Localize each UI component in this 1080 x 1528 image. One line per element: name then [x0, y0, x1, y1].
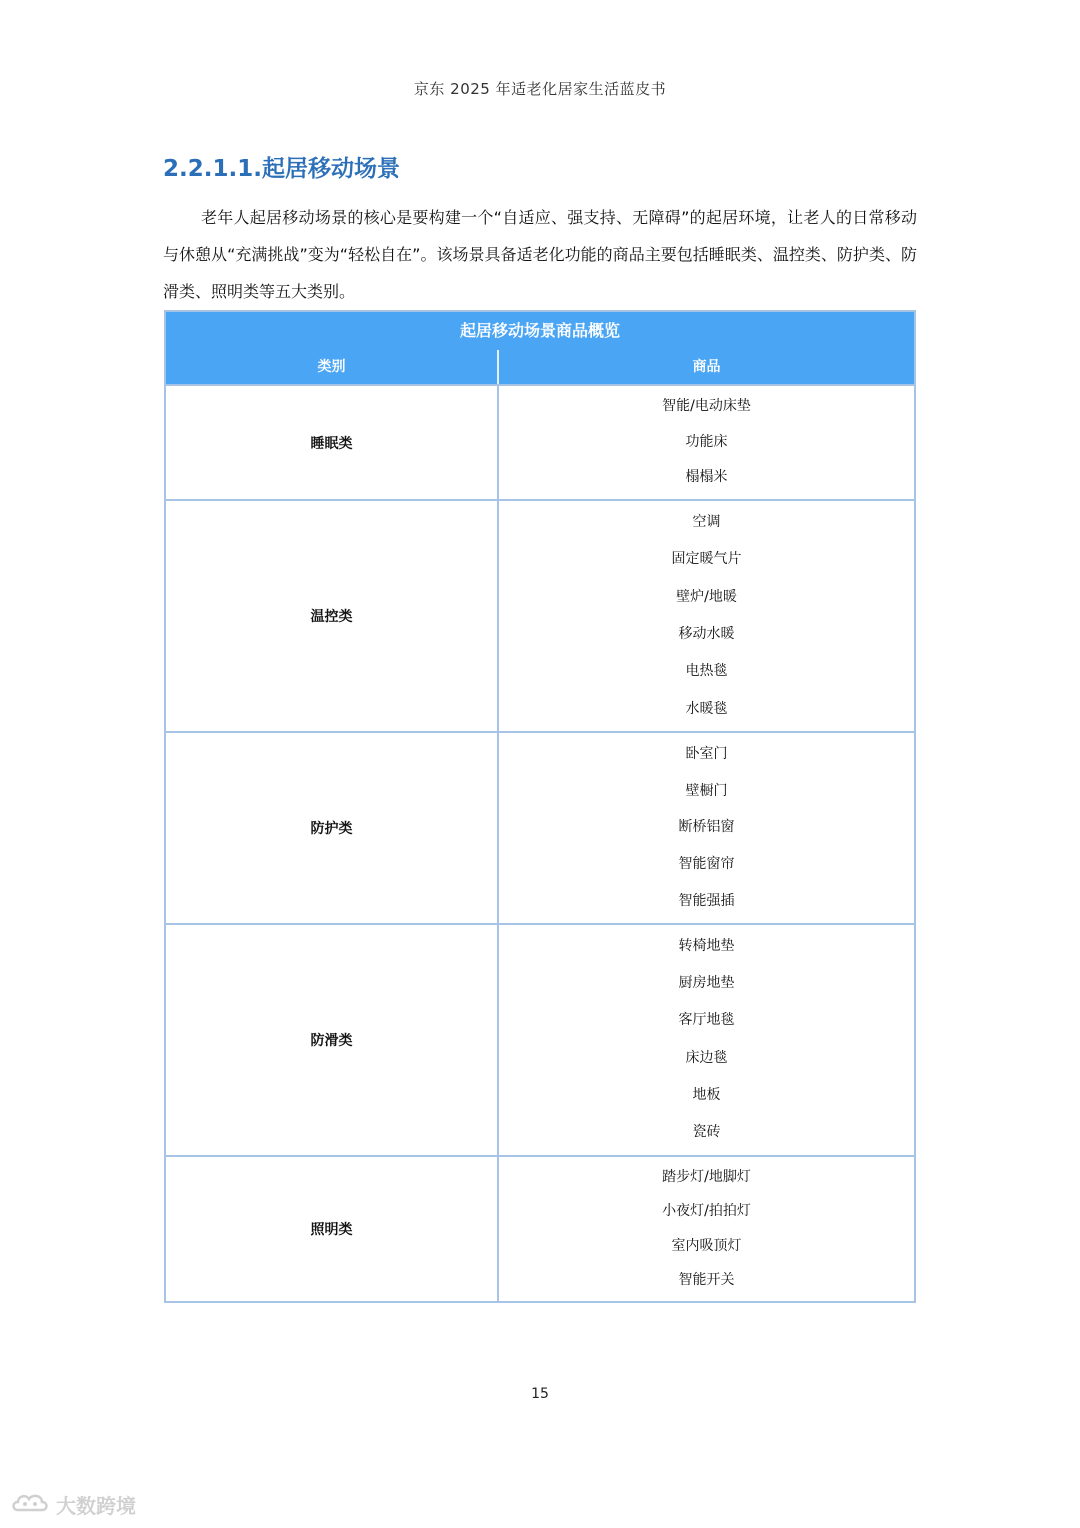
- table-row: [166, 384, 914, 499]
- item: 客厅地毯: [678, 1012, 735, 1029]
- items-cell: [499, 733, 914, 923]
- item: 智能开关: [678, 1272, 735, 1289]
- item: 电热毯: [685, 663, 728, 680]
- running-header: 京东 2025 年适老化居家生活蓝皮书: [413, 80, 667, 98]
- table-title: 起居移动场景商品概览: [166, 312, 914, 350]
- items-cell: [499, 925, 914, 1155]
- table-row: [166, 923, 914, 1155]
- item: 瓷砖: [692, 1124, 721, 1141]
- item: 小夜灯/拍拍灯: [662, 1203, 751, 1220]
- item: 固定暖气片: [671, 551, 742, 568]
- item: 榻榻米: [685, 469, 728, 486]
- items-cell: [499, 501, 914, 731]
- watermark-text: 大数跨境: [56, 1494, 136, 1518]
- item: 转椅地垫: [678, 937, 735, 954]
- product-overview-table: [164, 310, 916, 1303]
- item: 卧室门: [685, 745, 728, 762]
- item: 空调: [692, 514, 721, 531]
- table-row: [166, 1155, 914, 1301]
- item: 水暖毯: [685, 700, 728, 717]
- page-number: 15: [531, 1386, 549, 1402]
- table-row: [166, 499, 914, 731]
- category-cell: 防滑类: [166, 925, 499, 1155]
- item: 断桥铝窗: [678, 819, 735, 836]
- items-cell: [499, 1157, 914, 1301]
- item: 壁炉/地暖: [676, 588, 737, 605]
- item: 壁橱门: [685, 782, 728, 799]
- header-items: 商品: [692, 359, 721, 375]
- item: 移动水暖: [678, 626, 735, 642]
- cloud-logo-icon: [10, 1490, 50, 1519]
- item: 智能强插: [678, 893, 735, 910]
- item: 厨房地垫: [678, 975, 735, 992]
- intro-paragraph: 老年人起居移动场景的核心是要构建一个“自适应、强支持、无障碍”的起居环境，让老人的日常移动与休憩从“充满挑战”变为“轻松自在”。该场景具备适老化功能的商品主要包括睡眠类、温控类、防护类、防滑类、照明类等五大类别。: [163, 208, 917, 301]
- item: 智能/电动床垫: [662, 398, 751, 414]
- category-cell: 温控类: [166, 501, 499, 731]
- watermark: [10, 1490, 136, 1519]
- item: 地板: [692, 1087, 721, 1104]
- item: 室内吸顶灯: [671, 1237, 742, 1254]
- category-cell: 防护类: [166, 733, 499, 923]
- table-header-row: [166, 350, 914, 384]
- item: 踏步灯/地脚灯: [662, 1168, 751, 1185]
- header-category: 类别: [166, 350, 499, 384]
- table-row: [166, 731, 914, 923]
- section-title: 2.2.1.1.起居移动场景: [163, 156, 400, 182]
- category-cell: 睡眠类: [166, 386, 499, 499]
- category-cell: 照明类: [166, 1157, 499, 1301]
- item: 床边毯: [685, 1049, 728, 1066]
- item: 智能窗帘: [678, 856, 735, 873]
- items-cell: [499, 386, 914, 499]
- item: 功能床: [685, 433, 728, 450]
